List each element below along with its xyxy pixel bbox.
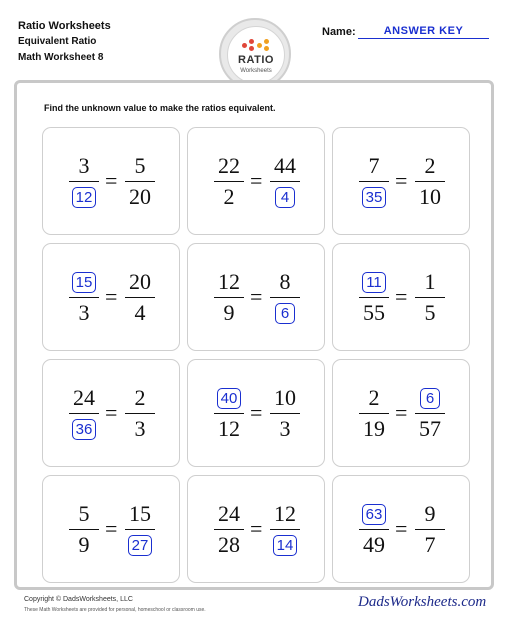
fraction [67, 385, 101, 442]
equals-sign: = [105, 400, 118, 425]
given-value: 3 [78, 300, 90, 325]
footer [24, 595, 206, 615]
problem-cell [187, 243, 325, 351]
fraction [123, 385, 157, 442]
given-value: 12 [218, 416, 240, 441]
fraction-bar [415, 297, 445, 298]
answer-box: 6 [420, 388, 440, 409]
logo-subtext: Worksheets [240, 68, 272, 74]
fraction [212, 385, 246, 442]
equals-sign: = [250, 516, 263, 541]
answer-box: 40 [217, 388, 242, 409]
problem-cell [42, 359, 180, 467]
copyright: Copyright © DadsWorksheets, LLC [24, 596, 133, 603]
fraction-bar [125, 529, 155, 530]
fraction-bar [125, 181, 155, 182]
given-value: 12 [274, 501, 296, 526]
fraction-bar [214, 529, 244, 530]
problem-cell [187, 475, 325, 583]
given-value: 9 [78, 532, 90, 557]
answer-box: 12 [72, 187, 97, 208]
given-value: 4 [134, 300, 146, 325]
problem-cell [42, 475, 180, 583]
given-value: 9 [223, 300, 235, 325]
given-value: 5 [78, 501, 90, 526]
fraction [212, 269, 246, 326]
given-value: 57 [419, 416, 441, 441]
fraction [357, 269, 391, 326]
fraction [123, 153, 157, 210]
fraction-bar [69, 297, 99, 298]
fraction [67, 501, 101, 558]
instructions: Find the unknown value to make the ratios equivalent. [44, 103, 276, 113]
answer-box: 6 [275, 303, 295, 324]
fraction-bar [359, 181, 389, 182]
fraction [413, 153, 447, 210]
equals-sign: = [105, 516, 118, 541]
given-value: 19 [363, 416, 385, 441]
given-value: 2 [368, 385, 380, 410]
fraction-bar [125, 413, 155, 414]
name-value: ANSWER KEY [358, 25, 489, 39]
answer-box: 27 [128, 535, 153, 556]
fraction-bar [270, 297, 300, 298]
fraction [357, 153, 391, 210]
logo-text: RATIO [238, 54, 274, 66]
given-value: 24 [73, 385, 95, 410]
fraction [413, 269, 447, 326]
fraction [357, 501, 391, 558]
given-value: 22 [218, 153, 240, 178]
fraction-bar [359, 413, 389, 414]
fraction-bar [415, 413, 445, 414]
given-value: 2 [134, 385, 146, 410]
answer-box: 4 [275, 187, 295, 208]
fraction-bar [69, 413, 99, 414]
fraction-bar [415, 529, 445, 530]
answer-box: 15 [72, 272, 97, 293]
fraction [413, 501, 447, 558]
problem-cell [332, 475, 470, 583]
fraction [268, 269, 302, 326]
name-label: Name: [322, 26, 356, 38]
given-value: 55 [363, 300, 385, 325]
fraction [123, 501, 157, 558]
answer-box: 11 [362, 272, 386, 293]
equals-sign: = [395, 168, 408, 193]
given-value: 7 [368, 153, 380, 178]
answer-box: 63 [362, 504, 387, 525]
given-value: 44 [274, 153, 296, 178]
given-value: 3 [279, 416, 291, 441]
fraction [123, 269, 157, 326]
header-left [18, 18, 111, 66]
given-value: 10 [419, 184, 441, 209]
given-value: 1 [424, 269, 436, 294]
dots-icon [242, 39, 272, 51]
fraction-bar [359, 529, 389, 530]
given-value: 3 [78, 153, 90, 178]
problem-cell [332, 359, 470, 467]
worksheet-number: Math Worksheet 8 [18, 52, 104, 63]
problem-cell [42, 243, 180, 351]
problem-cell [187, 127, 325, 235]
equals-sign: = [105, 168, 118, 193]
given-value: 20 [129, 184, 151, 209]
equals-sign: = [395, 284, 408, 309]
fraction-bar [214, 181, 244, 182]
given-value: 5 [424, 300, 436, 325]
given-value: 15 [129, 501, 151, 526]
fraction-bar [69, 181, 99, 182]
worksheet-title: Ratio Worksheets [18, 20, 111, 32]
answer-box: 36 [72, 419, 97, 440]
fraction-bar [359, 297, 389, 298]
equals-sign: = [395, 400, 408, 425]
fraction-bar [125, 297, 155, 298]
fraction [212, 501, 246, 558]
given-value: 10 [274, 385, 296, 410]
fraction-bar [214, 413, 244, 414]
equals-sign: = [395, 516, 408, 541]
problem-cell [187, 359, 325, 467]
answer-box: 14 [273, 535, 298, 556]
fraction-bar [415, 181, 445, 182]
given-value: 28 [218, 532, 240, 557]
given-value: 3 [134, 416, 146, 441]
equals-sign: = [250, 284, 263, 309]
footer-note: These Math Worksheets are provided for personal, homeschool or classroom use. [24, 607, 206, 613]
fraction [212, 153, 246, 210]
problem-cell [42, 127, 180, 235]
fraction-bar [214, 297, 244, 298]
worksheet-subtitle: Equivalent Ratio [18, 36, 97, 47]
given-value: 5 [134, 153, 146, 178]
given-value: 2 [223, 184, 235, 209]
given-value: 12 [218, 269, 240, 294]
brand-logo[interactable]: DadsWorksheets.com [358, 594, 487, 610]
fraction [67, 269, 101, 326]
fraction-bar [270, 413, 300, 414]
problem-cell [332, 127, 470, 235]
given-value: 49 [363, 532, 385, 557]
problem-cell [332, 243, 470, 351]
fraction-bar [69, 529, 99, 530]
fraction [413, 385, 447, 442]
equals-sign: = [105, 284, 118, 309]
fraction [67, 153, 101, 210]
fraction [268, 385, 302, 442]
fraction [357, 385, 391, 442]
given-value: 7 [424, 532, 436, 557]
equals-sign: = [250, 400, 263, 425]
fraction [268, 153, 302, 210]
given-value: 2 [424, 153, 436, 178]
equals-sign: = [250, 168, 263, 193]
given-value: 20 [129, 269, 151, 294]
fraction-bar [270, 529, 300, 530]
given-value: 24 [218, 501, 240, 526]
answer-box: 35 [362, 187, 387, 208]
fraction-bar [270, 181, 300, 182]
given-value: 8 [279, 269, 291, 294]
fraction [268, 501, 302, 558]
given-value: 9 [424, 501, 436, 526]
